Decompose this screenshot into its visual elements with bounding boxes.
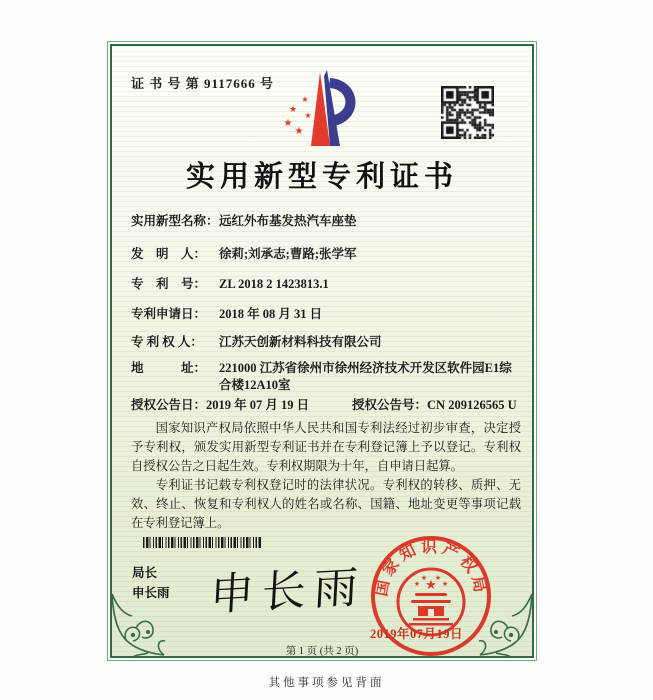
cnipa-logo-icon bbox=[280, 64, 368, 154]
grant-date-value: 2019 年 07 月 19 日 bbox=[206, 398, 310, 412]
field-row-name bbox=[131, 213, 523, 230]
legal-text bbox=[131, 419, 521, 533]
footer-note: 其他事项参见背面 bbox=[268, 677, 385, 689]
field-label: 专 利 号： bbox=[131, 277, 207, 291]
seal-date: 2019年07月19日 bbox=[370, 627, 464, 641]
seal-arc-text: 国家知识产权局 bbox=[373, 539, 489, 598]
barcode bbox=[143, 537, 262, 548]
field-list bbox=[131, 213, 523, 414]
legal-paragraph-1: 国家知识产权局依照中华人民共和国专利法经过初步审查，决定授予专利权，颁发实用新型专利证书并在专利登记簿上予以登记。专利权自授权公告之日起生效。专利权期限为十年，自申请日起算。 bbox=[131, 421, 521, 473]
corner-flourish-right-icon bbox=[476, 592, 534, 658]
field-row-inventors bbox=[131, 246, 523, 263]
grant-no-label: 授权公告号： bbox=[352, 398, 428, 412]
field-row-filing-date bbox=[131, 306, 523, 323]
field-value: 徐莉;刘承志;曹路;张学军 bbox=[219, 247, 357, 261]
legal-paragraph-2: 专利证书记载专利权登记时的法律状况。专利权的转移、质押、无效、终止、恢复和专利权人的姓名或名称、国籍、地址变更等事项记载在专利登记簿上。 bbox=[131, 478, 521, 530]
grant-date-label: 授权公告日： bbox=[131, 398, 207, 412]
field-value: 远红外布基发热汽车座垫 bbox=[219, 214, 357, 228]
field-value: 2018 年 08 月 31 日 bbox=[219, 307, 323, 321]
field-label: 专 利 权 人： bbox=[131, 335, 203, 349]
field-label: 地 址： bbox=[131, 361, 207, 375]
director-name: 申长雨 bbox=[132, 586, 170, 600]
logo-star: ★ bbox=[288, 104, 298, 114]
field-label: 发 明 人： bbox=[131, 247, 207, 261]
field-row-grant bbox=[131, 397, 523, 414]
field-value: 江苏天创新材料科技有限公司 bbox=[219, 335, 382, 349]
logo-blue-bowl bbox=[329, 78, 356, 127]
field-value: ZL 2018 2 1423813.1 bbox=[219, 277, 329, 291]
certificate bbox=[110, 44, 534, 658]
page-info: 第 1 页 (共 2 页) bbox=[285, 646, 359, 657]
certificate-title: 实用新型专利证书 bbox=[185, 161, 458, 193]
director-signature: 申长雨 bbox=[208, 562, 367, 621]
svg-text:★: ★ bbox=[420, 574, 428, 582]
corner-flourish-left-icon bbox=[110, 592, 168, 658]
logo-star: ★ bbox=[294, 126, 304, 137]
field-row-patentee bbox=[131, 334, 523, 351]
logo-star: ★ bbox=[301, 95, 309, 104]
grant-no-value: CN 209126565 U bbox=[427, 398, 517, 412]
field-label: 实用新型名称： bbox=[131, 214, 219, 228]
qr-code bbox=[441, 86, 494, 139]
logo-star: ★ bbox=[283, 118, 293, 129]
svg-text:★: ★ bbox=[413, 580, 421, 588]
field-row-address bbox=[131, 360, 523, 394]
certificate-number: 证 书 号 第 9117666 号 bbox=[131, 76, 275, 91]
logo-star: ★ bbox=[304, 111, 312, 120]
svg-text:★: ★ bbox=[425, 577, 437, 592]
svg-text:★: ★ bbox=[441, 580, 449, 588]
field-row-patent-no bbox=[131, 276, 523, 293]
field-value: 221000 江苏省徐州市徐州经济技术开发区软件园E1综合楼12A10室 bbox=[219, 361, 512, 392]
director-title: 局长 bbox=[132, 566, 158, 580]
svg-text:★: ★ bbox=[434, 574, 442, 582]
grant-no-pair bbox=[352, 397, 517, 414]
field-label: 专利申请日： bbox=[131, 307, 207, 321]
